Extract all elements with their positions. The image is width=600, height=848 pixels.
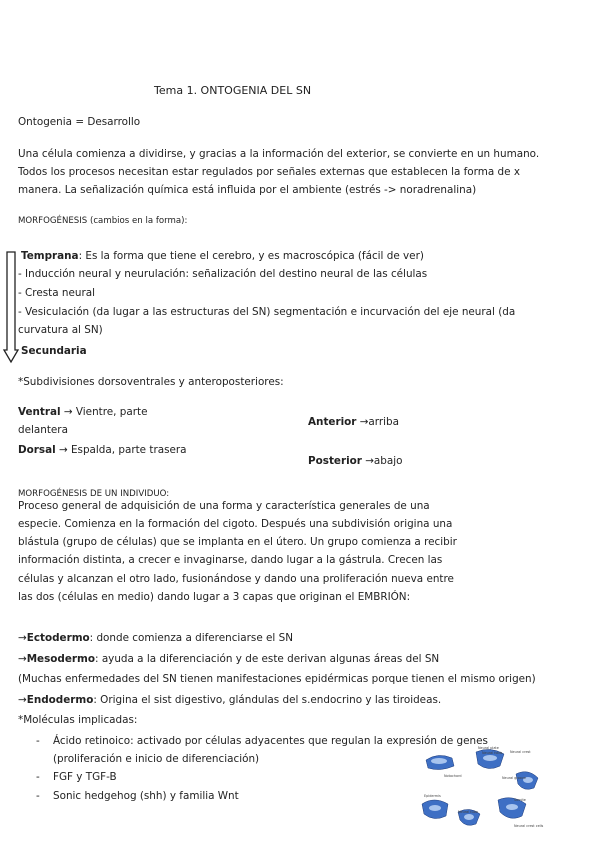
figure-label-1: Neural plate [478,746,499,750]
ventral-label: Ventral [18,406,61,418]
individuo-line-6: las dos (células en medio) dando lugar a 3 capas que originan el EMBRIÓN: [18,591,411,603]
temprana-line [21,247,424,265]
anterior-label: Anterior [308,416,357,428]
molecule-item-2: FGF y TGF-B [53,771,117,783]
anterior-text: →arriba [356,416,399,428]
figure-label-9: Neural crest cells [514,824,544,828]
mesodermo-note: (Muchas enfermedades del SN tienen manifestaciones epidérmicas porque tienen el mismo origen) [18,673,536,685]
neurulation-diagram-icon [418,746,548,832]
molecule-item-3: Sonic hedgehog (shh) y familia Wnt [53,790,239,802]
molecule-dash-3: - [36,790,40,802]
temprana-item-3: - Vesiculación (da lugar a las estructuras del SN) segmentación e incurvación del eje neural (da [18,306,516,318]
molecule-item-1: Ácido retinoico: activado por células adyacentes que regulan la expresión de genes [53,735,488,747]
mesodermo-text: : ayuda a la diferenciación y de este derivan algunas áreas del SN [95,653,440,665]
morfogenesis-heading: MORFOGÉNESIS (cambios en la forma): [18,216,188,226]
ectodermo-arrow: → [18,632,27,644]
individuo-line-5: células y alcanzan el otro lado, fusionándose y dando una proliferación nueva entre [18,573,454,585]
figure-label-6: Epidermis [424,794,441,798]
anterior-line [308,413,399,431]
ectodermo-label: Ectodermo [26,632,90,644]
mesodermo-arrow: → [18,653,27,665]
endodermo-line [18,691,441,709]
page-title: Tema 1. ONTOGENIA DEL SN [154,84,312,97]
posterior-text: →abajo [361,455,403,467]
dorsal-line [18,441,187,459]
individuo-line-1: Proceso general de adquisición de una forma y característica generales de una [18,500,430,512]
dorsal-label: Dorsal [18,444,56,456]
individuo-line-4: información distinta, a crecer e invaginarse, dando lugar a la gástrula. Crecen las [18,554,443,566]
secundaria-label: Secundaria [21,345,87,357]
molecule-dash-2: - [36,771,40,783]
dorsal-text: → Espalda, parte trasera [55,444,187,456]
temprana-item-1: - Inducción neural y neurulación: señalización del destino neural de las células [18,268,428,280]
individuo-line-2: especie. Comienza en la formación del cigoto. Después una subdivisión origina una [18,518,453,530]
temprana-label: Temprana [21,250,79,262]
figure-label-8: Somite [514,798,526,802]
molecule-item-1b: (proliferación e inicio de diferenciación) [53,753,260,765]
figure-label-4: Neural groove [502,776,526,780]
intro-line-1: Una célula comienza a dividirse, y gracias a la información del exterior, se convierte en un humano. [18,148,540,160]
endodermo-text: : Origina el sist digestivo, glándulas del s.endocrino y las tiroideas. [93,694,442,706]
ventral-text-2: delantera [18,424,68,436]
figure-label-5: Notochord [444,774,462,778]
temprana-text: : Es la forma que tiene el cerebro, y es macroscópica (fácil de ver) [78,250,424,262]
figure-label-7: Neural tube [458,810,478,814]
ectodermo-text: : donde comienza a diferenciarse el SN [89,632,293,644]
endodermo-arrow: → [18,694,27,706]
moleculas-heading: *Moléculas implicadas: [18,714,138,726]
posterior-line [308,452,403,470]
molecule-dash-1: - [36,735,40,747]
ventral-text: → Vientre, parte [60,406,148,418]
temprana-item-3b: curvatura al SN) [18,324,103,336]
ventral-line [18,403,147,421]
individuo-heading: MORFOGÉNESIS DE UN INDIVIDUO: [18,489,170,499]
posterior-label: Posterior [308,455,362,467]
neurulation-figure [418,746,548,832]
figure-label-2: Neural folds [482,751,503,755]
individuo-line-3: blástula (grupo de células) que se implanta en el útero. Un grupo comienza a recibir [18,536,457,548]
subdivisiones-note: *Subdivisiones dorsoventrales y anteroposteriores: [18,376,284,388]
figure-label-3: Neural crest [510,750,531,754]
mesodermo-label: Mesodermo [26,653,96,665]
intro-line-3: manera. La señalización química está influida por el ambiente (estrés -> noradrenalina) [18,184,477,196]
ectodermo-line [18,629,293,647]
mesodermo-line [18,650,439,668]
intro-line-2: Todos los procesos necesitan estar regulados por señales externas que establecen la forma de x [18,166,520,178]
temprana-item-2: - Cresta neural [18,287,95,299]
ontogenia-definition: Ontogenia = Desarrollo [18,116,141,128]
endodermo-label: Endodermo [26,694,94,706]
